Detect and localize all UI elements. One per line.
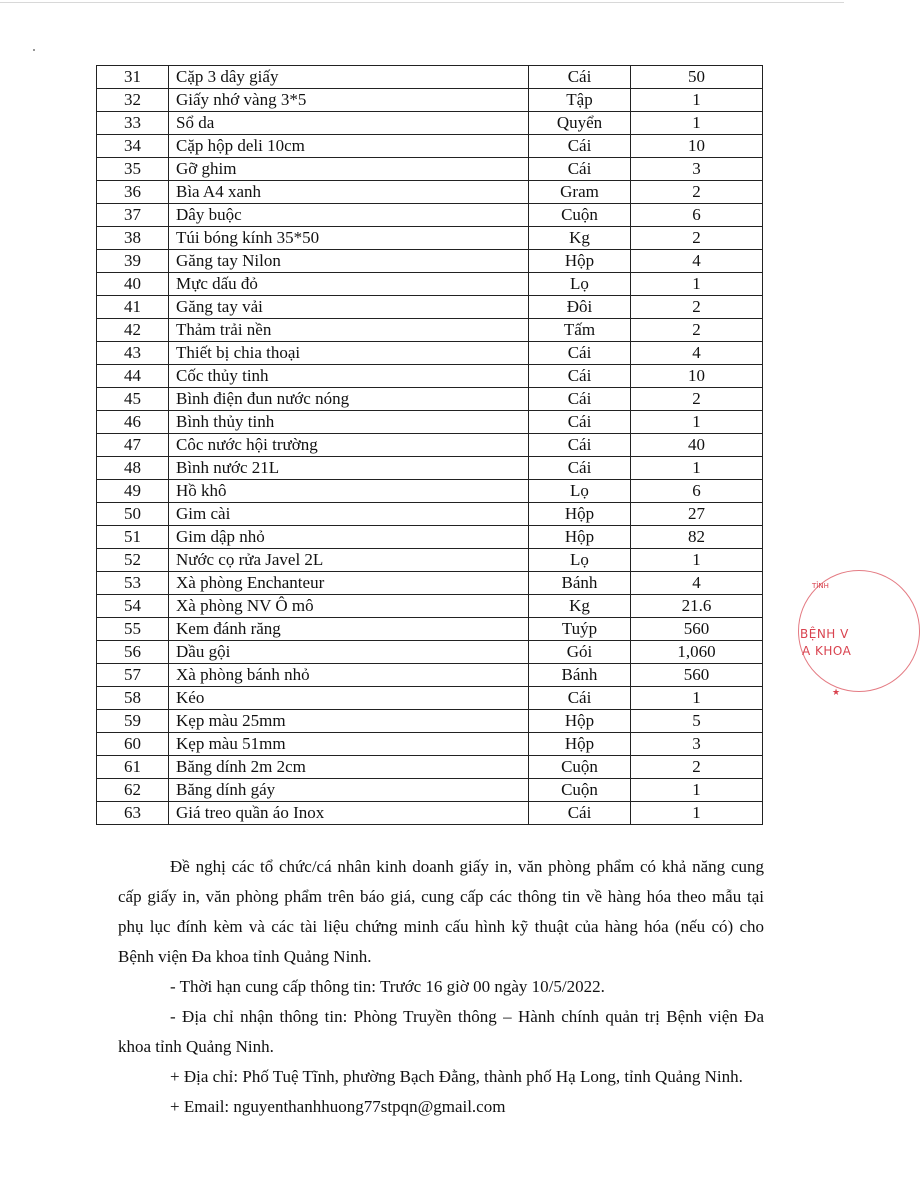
item-name: Băng dính 2m 2cm (169, 756, 529, 779)
item-quantity: 1 (631, 273, 763, 296)
table-row (97, 572, 763, 595)
table-row (97, 664, 763, 687)
item-number: 31 (97, 66, 169, 89)
receiver-paragraph: - Địa chỉ nhận thông tin: Phòng Truyền thông – Hành chính quản trị Bệnh viện Đa khoa tỉnh Quảng Ninh. (118, 1007, 764, 1056)
item-name: Xà phòng bánh nhỏ (169, 664, 529, 687)
item-number: 33 (97, 112, 169, 135)
item-quantity: 4 (631, 342, 763, 365)
item-unit: Hộp (529, 250, 631, 273)
item-number: 62 (97, 779, 169, 802)
item-unit: Hộp (529, 710, 631, 733)
item-number: 63 (97, 802, 169, 825)
item-number: 58 (97, 687, 169, 710)
item-name: Gim cài (169, 503, 529, 526)
item-unit: Hộp (529, 503, 631, 526)
item-name: Kẹp màu 51mm (169, 733, 529, 756)
item-unit: Cái (529, 411, 631, 434)
item-number: 59 (97, 710, 169, 733)
item-unit: Tập (529, 89, 631, 112)
table-row (97, 457, 763, 480)
item-number: 48 (97, 457, 169, 480)
item-name: Thiết bị chia thoại (169, 342, 529, 365)
hospital-seal (790, 570, 870, 720)
item-unit: Cái (529, 802, 631, 825)
supply-items-body (97, 66, 763, 825)
item-number: 32 (97, 89, 169, 112)
table-row (97, 411, 763, 434)
item-name: Kẹp màu 25mm (169, 710, 529, 733)
item-quantity: 4 (631, 250, 763, 273)
item-quantity: 82 (631, 526, 763, 549)
item-number: 60 (97, 733, 169, 756)
table-row (97, 687, 763, 710)
item-unit: Gói (529, 641, 631, 664)
table-row (97, 480, 763, 503)
table-row (97, 135, 763, 158)
item-number: 46 (97, 411, 169, 434)
table-row (97, 779, 763, 802)
deadline-line: - Thời hạn cung cấp thông tin: Trước 16 giờ 00 ngày 10/5/2022. (170, 977, 605, 996)
item-number: 57 (97, 664, 169, 687)
table-row (97, 319, 763, 342)
item-unit: Lọ (529, 549, 631, 572)
item-quantity: 2 (631, 227, 763, 250)
supply-items-table (96, 65, 763, 825)
table-row (97, 526, 763, 549)
item-number: 54 (97, 595, 169, 618)
item-name: Côc nước hội trường (169, 434, 529, 457)
item-unit: Cái (529, 158, 631, 181)
item-unit: Lọ (529, 273, 631, 296)
item-name: Bình thủy tinh (169, 411, 529, 434)
item-unit: Tuýp (529, 618, 631, 641)
table-row (97, 618, 763, 641)
seal-text-line2: A KHOA (802, 644, 852, 658)
table-row (97, 434, 763, 457)
table-row (97, 549, 763, 572)
item-name: Dây buộc (169, 204, 529, 227)
item-quantity: 5 (631, 710, 763, 733)
item-quantity: 1 (631, 112, 763, 135)
item-unit: Cái (529, 687, 631, 710)
item-quantity: 2 (631, 756, 763, 779)
item-number: 36 (97, 181, 169, 204)
item-number: 42 (97, 319, 169, 342)
item-number: 37 (97, 204, 169, 227)
table-row (97, 365, 763, 388)
item-unit: Cuộn (529, 779, 631, 802)
item-unit: Đôi (529, 296, 631, 319)
item-quantity: 4 (631, 572, 763, 595)
item-name: Dầu gội (169, 641, 529, 664)
address-paragraph: + Địa chỉ: Phố Tuệ Tĩnh, phường Bạch Đằng, thành phố Hạ Long, tỉnh Quảng Ninh. (170, 1067, 743, 1086)
item-quantity: 1 (631, 779, 763, 802)
item-unit: Cuộn (529, 204, 631, 227)
item-unit: Hộp (529, 733, 631, 756)
table-row (97, 89, 763, 112)
table-row (97, 641, 763, 664)
item-name: Xà phòng NV Ô mô (169, 595, 529, 618)
item-number: 43 (97, 342, 169, 365)
item-name: Sổ da (169, 112, 529, 135)
table-row (97, 112, 763, 135)
item-unit: Cái (529, 457, 631, 480)
item-quantity: 1 (631, 89, 763, 112)
item-number: 50 (97, 503, 169, 526)
item-number: 38 (97, 227, 169, 250)
item-quantity: 560 (631, 618, 763, 641)
item-quantity: 1 (631, 457, 763, 480)
seal-text-line1: BỆNH V (800, 627, 849, 641)
table-row (97, 342, 763, 365)
table-row (97, 227, 763, 250)
item-name: Xà phòng Enchanteur (169, 572, 529, 595)
item-number: 35 (97, 158, 169, 181)
item-unit: Cái (529, 66, 631, 89)
item-name: Cặp hộp deli 10cm (169, 135, 529, 158)
item-unit: Cái (529, 135, 631, 158)
item-name: Kem đánh răng (169, 618, 529, 641)
item-name: Nước cọ rửa Javel 2L (169, 549, 529, 572)
item-quantity: 6 (631, 480, 763, 503)
item-quantity: 6 (631, 204, 763, 227)
item-name: Giấy nhớ vàng 3*5 (169, 89, 529, 112)
item-unit: Cái (529, 434, 631, 457)
item-unit: Cái (529, 342, 631, 365)
item-quantity: 560 (631, 664, 763, 687)
item-unit: Cái (529, 388, 631, 411)
table-row (97, 296, 763, 319)
item-name: Cốc thủy tinh (169, 365, 529, 388)
item-quantity: 3 (631, 733, 763, 756)
item-number: 51 (97, 526, 169, 549)
item-number: 56 (97, 641, 169, 664)
item-quantity: 50 (631, 66, 763, 89)
item-unit: Gram (529, 181, 631, 204)
item-number: 49 (97, 480, 169, 503)
document-body (118, 852, 764, 1122)
scan-speck (33, 49, 35, 51)
table-row (97, 756, 763, 779)
item-unit: Cái (529, 365, 631, 388)
item-number: 45 (97, 388, 169, 411)
item-unit: Hộp (529, 526, 631, 549)
item-name: Túi bóng kính 35*50 (169, 227, 529, 250)
item-name: Gỡ ghim (169, 158, 529, 181)
seal-top-text: TỈNH (812, 582, 829, 590)
email-line: + Email: nguyenthanhhuong77stpqn@gmail.com (170, 1097, 506, 1116)
item-quantity: 21.6 (631, 595, 763, 618)
item-quantity: 1 (631, 802, 763, 825)
item-name: Giá treo quần áo Inox (169, 802, 529, 825)
item-quantity: 3 (631, 158, 763, 181)
item-name: Thảm trải nền (169, 319, 529, 342)
item-unit: Quyển (529, 112, 631, 135)
page-top-edge (0, 2, 844, 3)
item-name: Mực dấu đỏ (169, 273, 529, 296)
table-row (97, 503, 763, 526)
request-paragraph: Đề nghị các tổ chức/cá nhân kinh doanh giấy in, văn phòng phẩm có khả năng cung cấp giấy in, văn phòng phẩm trên báo giá, cung cấp các thông tin về hàng hóa theo mẫu tại phụ lục đính kèm và các tài liệu chứng minh cấu hình kỹ thuật của hàng hóa (nếu có) cho Bệnh viện Đa khoa tỉnh Quảng Ninh. (118, 857, 764, 966)
item-name: Kéo (169, 687, 529, 710)
item-unit: Cuộn (529, 756, 631, 779)
item-name: Hồ khô (169, 480, 529, 503)
item-number: 47 (97, 434, 169, 457)
table-row (97, 595, 763, 618)
item-name: Cặp 3 dây giấy (169, 66, 529, 89)
item-name: Bìa A4 xanh (169, 181, 529, 204)
item-unit: Bánh (529, 572, 631, 595)
item-name: Bình điện đun nước nóng (169, 388, 529, 411)
item-number: 34 (97, 135, 169, 158)
item-quantity: 40 (631, 434, 763, 457)
item-quantity: 1,060 (631, 641, 763, 664)
table-row (97, 250, 763, 273)
item-name: Gim dập nhỏ (169, 526, 529, 549)
item-unit: Kg (529, 595, 631, 618)
item-name: Găng tay Nilon (169, 250, 529, 273)
item-number: 39 (97, 250, 169, 273)
item-name: Găng tay vải (169, 296, 529, 319)
item-number: 40 (97, 273, 169, 296)
seal-star-icon: ★ (832, 688, 841, 698)
item-quantity: 10 (631, 135, 763, 158)
table-row (97, 388, 763, 411)
item-number: 41 (97, 296, 169, 319)
item-quantity: 2 (631, 296, 763, 319)
item-unit: Lọ (529, 480, 631, 503)
item-quantity: 1 (631, 411, 763, 434)
item-number: 55 (97, 618, 169, 641)
table-row (97, 733, 763, 756)
item-number: 52 (97, 549, 169, 572)
item-unit: Bánh (529, 664, 631, 687)
item-number: 61 (97, 756, 169, 779)
item-name: Bình nước 21L (169, 457, 529, 480)
item-unit: Kg (529, 227, 631, 250)
item-unit: Tấm (529, 319, 631, 342)
table-row (97, 158, 763, 181)
item-quantity: 27 (631, 503, 763, 526)
item-number: 53 (97, 572, 169, 595)
table-row (97, 181, 763, 204)
item-quantity: 2 (631, 388, 763, 411)
item-number: 44 (97, 365, 169, 388)
table-row (97, 802, 763, 825)
table-row (97, 710, 763, 733)
table-row (97, 66, 763, 89)
item-quantity: 2 (631, 319, 763, 342)
item-quantity: 1 (631, 549, 763, 572)
table-row (97, 273, 763, 296)
item-quantity: 10 (631, 365, 763, 388)
table-row (97, 204, 763, 227)
item-quantity: 2 (631, 181, 763, 204)
item-name: Băng dính gáy (169, 779, 529, 802)
item-quantity: 1 (631, 687, 763, 710)
